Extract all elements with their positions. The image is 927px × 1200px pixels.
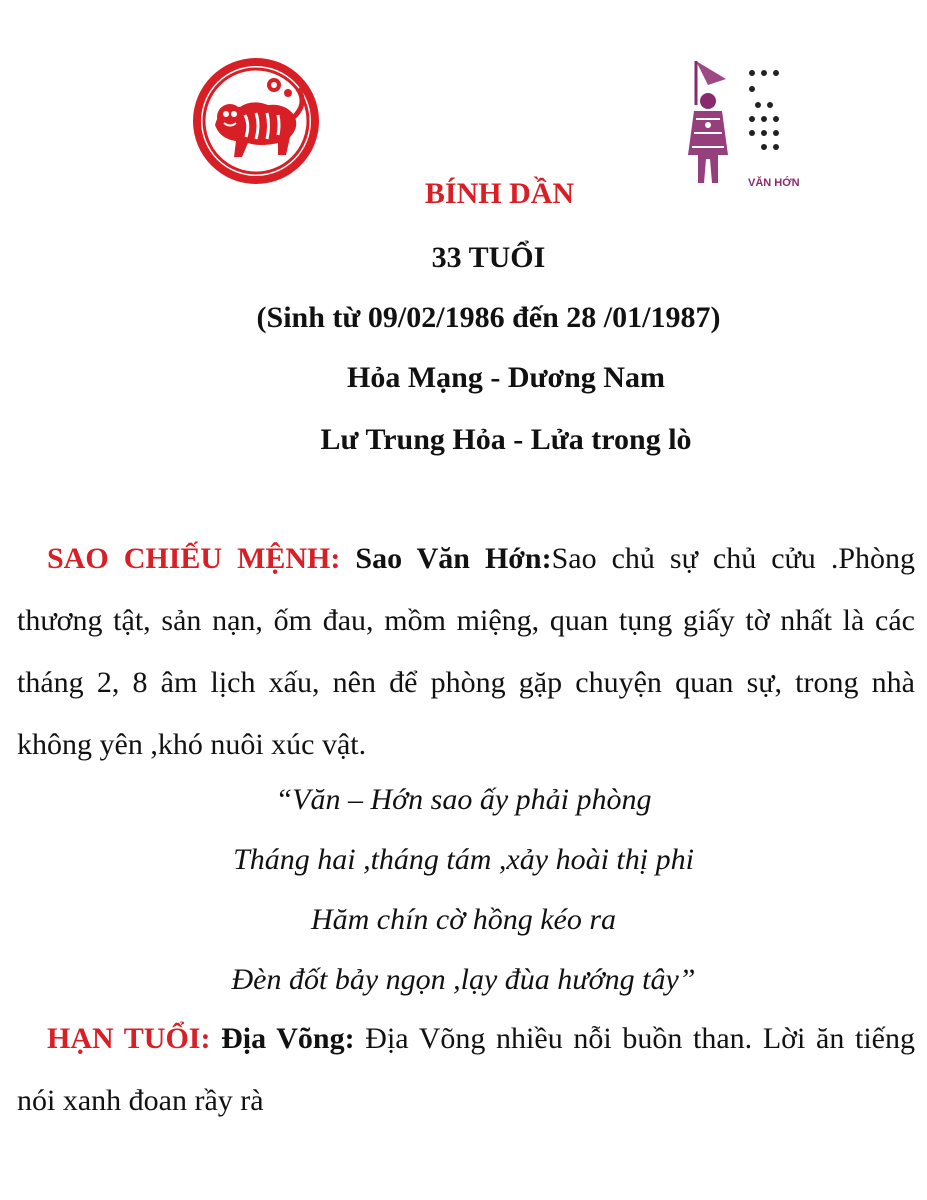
title-age: 33 TUỔI — [431, 241, 546, 274]
poem-line: Hăm chín cờ hồng kéo ra — [310, 903, 617, 936]
sao-text: Sao chủ sự chủ cửu .Phòng thương tật, sản nạn, ốm đau, mồm miệng, quan tụng giấy tờ nhất là các tháng 2, 8 âm lịch xấu, nên để phòng gặp chuyện quan sự, trong nhà không yên ,khó nuôi xúc vật. — [17, 542, 915, 761]
tiger-papercut-icon — [190, 55, 322, 187]
poem-line: Tháng hai ,tháng tám ,xảy hoài thị phi — [233, 843, 694, 876]
title-element-gender: Hỏa Mạng - Dương Nam — [347, 361, 665, 394]
van-hon-logo — [678, 55, 803, 195]
han-tuoi-paragraph — [17, 1008, 915, 1132]
han-name: Địa Võng: — [221, 1022, 355, 1055]
poem-line: “Văn – Hớn sao ấy phải phòng — [275, 783, 652, 816]
title-birth-range: (Sinh từ 09/02/1986 đến 28 /01/1987) — [256, 301, 721, 334]
title-name: BÍNH DẦN — [424, 177, 575, 210]
han-text: Địa Võng nhiều nỗi buồn than. Lời ăn tiếng nói xanh đoan rầy rà — [17, 1022, 915, 1117]
tiger-seal-logo — [190, 55, 322, 187]
van-hon-deity-icon — [678, 55, 803, 195]
sao-star-name: Sao Văn Hớn: — [355, 542, 552, 575]
title-element-desc: Lư Trung Hỏa - Lửa trong lò — [320, 423, 692, 456]
sao-chieu-menh-paragraph — [17, 528, 915, 776]
sao-label: SAO CHIẾU MỆNH: — [47, 542, 341, 575]
poem-line: Đèn đốt bảy ngọn ,lạy đùa hướng tây” — [231, 963, 696, 996]
poem-block — [0, 770, 927, 1010]
van-hon-logo-text: VĂN HỚN — [748, 177, 800, 189]
han-label: HẠN TUỔI: — [47, 1022, 211, 1055]
